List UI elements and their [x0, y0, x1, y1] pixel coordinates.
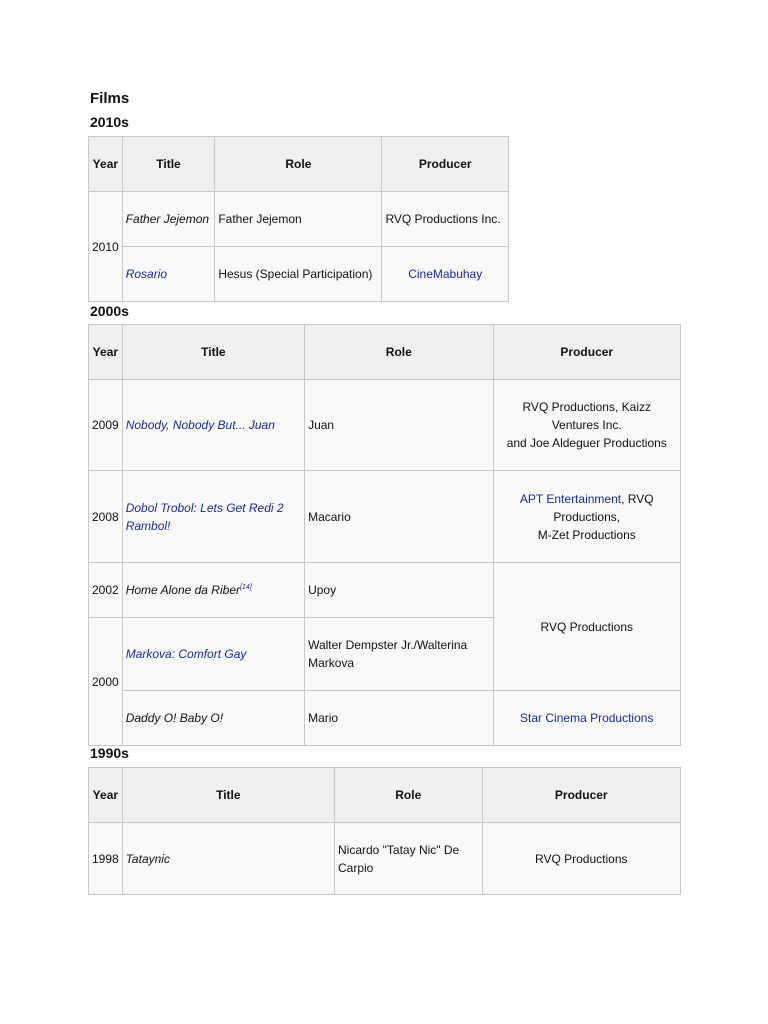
producer-link[interactable]: Star Cinema Productions — [493, 691, 681, 746]
producer-link[interactable]: APT Entertainment — [519, 491, 622, 506]
producer-line: and Joe Aldeguer Productions — [506, 436, 667, 450]
title-cell: Tataynic — [122, 823, 334, 895]
role-line: Walter Dempster Jr./Walterina — [308, 638, 468, 652]
role-cell — [305, 618, 493, 691]
table-row — [89, 380, 681, 471]
role-line: Markova — [308, 656, 355, 670]
title-cell — [122, 563, 304, 618]
producer-line: Productions, — [553, 509, 621, 524]
year-cell: 2002 — [89, 563, 123, 618]
role-line: Carpio — [337, 860, 374, 875]
table-row — [89, 823, 681, 895]
title-link[interactable]: Rosario — [122, 247, 215, 302]
section-heading-1990s: 1990s — [90, 745, 129, 761]
producer-cell — [493, 471, 681, 563]
title-line: Rambol! — [125, 518, 171, 533]
table-row — [89, 691, 681, 746]
producer-line: Ventures Inc. — [551, 418, 622, 432]
role-cell — [334, 823, 482, 895]
col-header-producer: Producer — [482, 768, 680, 823]
col-header-title: Title — [122, 325, 304, 380]
col-header-year: Year — [89, 768, 123, 823]
producer-cell: RVQ Productions Inc. — [382, 192, 509, 247]
year-cell: 2010 — [89, 192, 123, 302]
table-row — [89, 192, 509, 247]
col-header-year: Year — [89, 137, 123, 192]
col-header-role: Role — [305, 325, 493, 380]
role-cell: Macario — [305, 471, 493, 563]
col-header-title: Title — [122, 137, 215, 192]
role-cell: Father Jejemon — [215, 192, 382, 247]
films-table-2000s — [88, 324, 681, 746]
producer-text: , RVQ — [621, 491, 654, 506]
page-title: Films — [90, 90, 130, 107]
role-cell: Juan — [305, 380, 493, 471]
col-header-role: Role — [215, 137, 382, 192]
table-row — [89, 247, 509, 302]
producer-line: M-Zet Productions — [537, 527, 636, 542]
producer-link[interactable]: CineMabuhay — [382, 247, 509, 302]
role-cell: Hesus (Special Participation) — [215, 247, 382, 302]
year-cell: 2000 — [89, 618, 123, 746]
role-line: Nicardo "Tatay Nic" De — [337, 842, 460, 857]
role-cell: Upoy — [305, 563, 493, 618]
title-link[interactable]: Markova: Comfort Gay — [122, 618, 304, 691]
table-header-row — [89, 325, 681, 380]
year-cell: 2008 — [89, 471, 123, 563]
title-cell: Father Jejemon — [122, 192, 215, 247]
title-cell: Daddy O! Baby O! — [122, 691, 304, 746]
title-link[interactable]: Nobody, Nobody But... Juan — [122, 380, 304, 471]
role-cell: Mario — [305, 691, 493, 746]
col-header-role: Role — [334, 768, 482, 823]
year-cell: 1998 — [89, 823, 123, 895]
films-table-2010s — [88, 136, 509, 302]
year-cell: 2009 — [89, 380, 123, 471]
producer-cell: RVQ Productions — [482, 823, 680, 895]
films-table-1990s — [88, 767, 681, 895]
col-header-producer: Producer — [493, 325, 681, 380]
table-row — [89, 563, 681, 618]
reference-link[interactable]: [14] — [239, 584, 252, 591]
table-header-row — [89, 137, 509, 192]
title-line: Dobol Trobol: Lets Get Redi 2 — [125, 500, 284, 515]
section-heading-2010s: 2010s — [90, 114, 129, 130]
section-heading-2000s: 2000s — [90, 303, 129, 319]
title-link[interactable] — [122, 471, 304, 563]
col-header-year: Year — [89, 325, 123, 380]
title-text: Home Alone da Riber — [125, 583, 240, 597]
col-header-producer: Producer — [382, 137, 509, 192]
table-header-row — [89, 768, 681, 823]
col-header-title: Title — [122, 768, 334, 823]
producer-cell — [493, 380, 681, 471]
table-row — [89, 471, 681, 563]
producer-cell: RVQ Productions — [493, 563, 681, 691]
producer-line: RVQ Productions, Kaizz — [522, 400, 651, 414]
